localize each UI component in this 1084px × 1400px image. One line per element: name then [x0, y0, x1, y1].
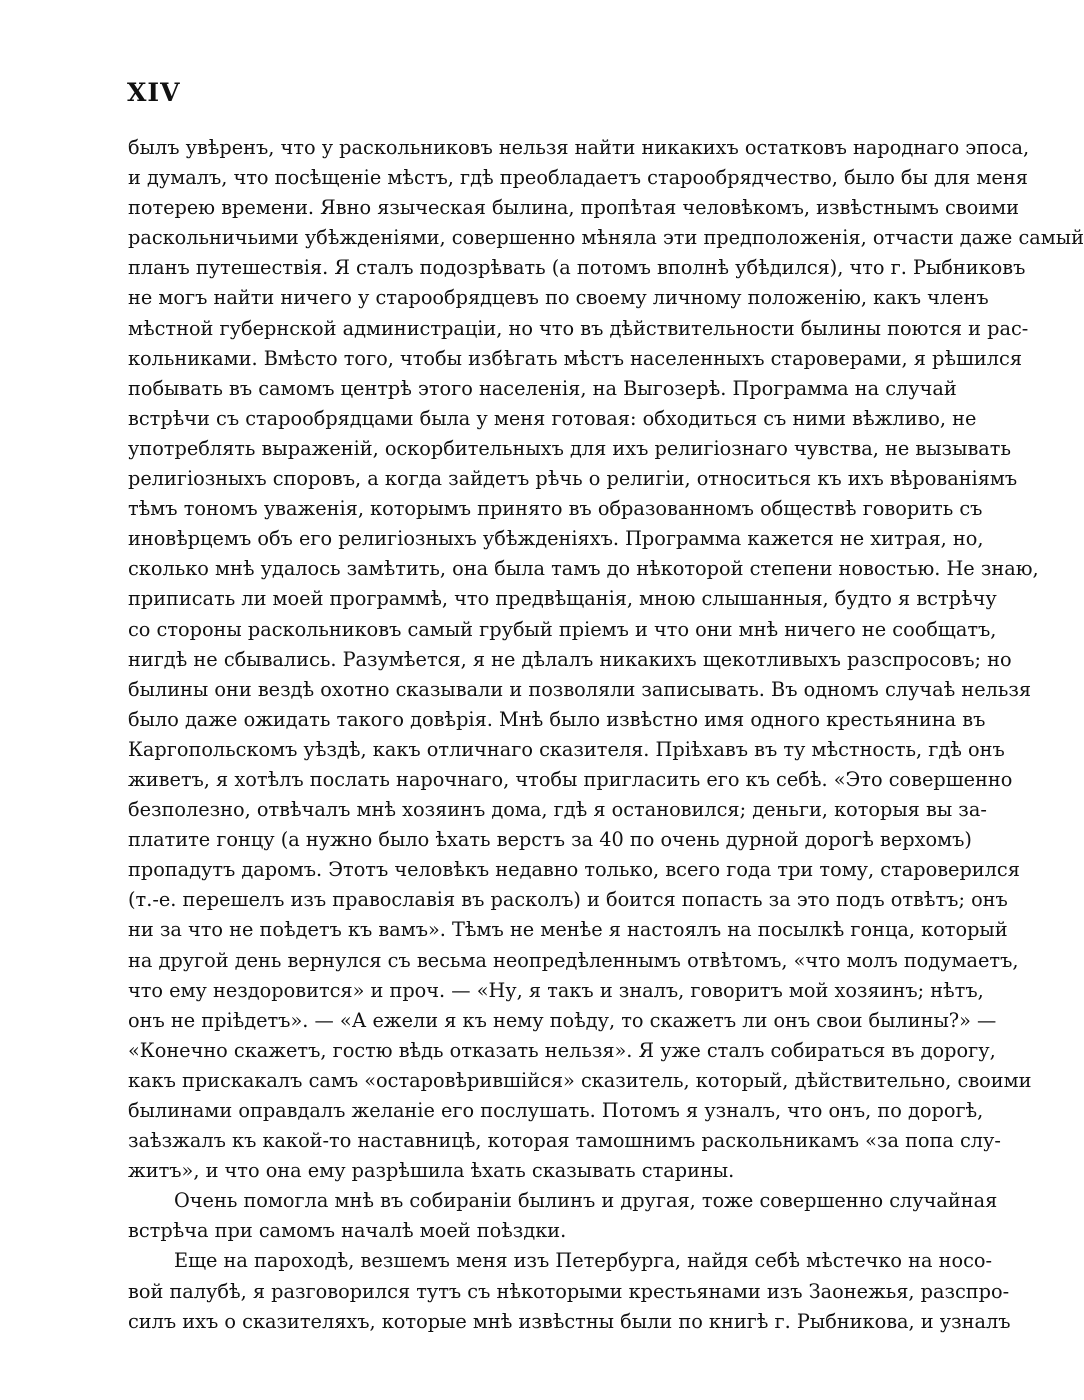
text-line: живетъ, я хотѣлъ послать нарочнаго, чтобы пригласить его къ себѣ. «Это совершенно — [128, 767, 1013, 791]
text-line: что ему нездоровится» и проч. — «Ну, я такъ и зналъ, говоритъ мой хозяинъ; нѣтъ, — [128, 978, 984, 1002]
text-line: Очень помогла мнѣ въ собираніи былинъ и другая, тоже совершенно случайная — [174, 1189, 998, 1213]
text-line: вой палубѣ, я разговорился тутъ съ нѣкоторыми крестьянами изъ Заонежья, разспро- — [128, 1279, 1010, 1303]
text-line: со стороны раскольниковъ самый грубый пріемъ и что они мнѣ ничего не сообщатъ, — [128, 617, 997, 641]
text-line: житъ», и что она ему разрѣшила ѣхать сказывать старины. — [128, 1159, 735, 1183]
text-line: потерею времени. Явно языческая былина, пропѣтая человѣкомъ, извѣстнымъ своими — [128, 196, 1019, 220]
text-line: былины они вездѣ охотно сказывали и позволяли записывать. Въ одномъ случаѣ нельзя — [128, 677, 1032, 701]
text-line: силъ ихъ о сказителяхъ, которые мнѣ извѣстны были по книгѣ г. Рыбникова, и узналъ — [128, 1309, 1011, 1333]
text-body — [128, 133, 1084, 1337]
paragraph — [128, 1186, 998, 1246]
text-line: планъ путешествія. Я сталъ подозрѣвать (а потомъ вполнѣ убѣдился), что г. Рыбниковъ — [128, 256, 1026, 280]
text-line: онъ не пріѣдетъ». — «А ежели я къ нему поѣду, то скажетъ ли онъ свои былины?» — — [128, 1008, 997, 1032]
text-line: (т.-е. перешелъ изъ православія въ расколъ) и боится попасть за это подъ отвѣтъ; онъ — [128, 888, 1008, 912]
text-line: «Конечно скажетъ, гостю вѣдь отказать нельзя». Я уже сталъ собираться въ дорогу, — [128, 1038, 996, 1062]
text-line: употреблять выраженій, оскорбительныхъ для ихъ религіознаго чувства, не вызывать — [128, 436, 1011, 460]
paragraph — [128, 1246, 1011, 1336]
text-line: платите гонцу (а нужно было ѣхать верстъ за 40 по очень дурной дорогѣ верхомъ) — [128, 828, 972, 852]
text-line: приписать ли моей программѣ, что предвѣщанія, мною слышанныя, будто я встрѣчу — [128, 587, 997, 611]
text-line: какъ прискакалъ самъ «остаровѣрившійся» сказитель, который, дѣйствительно, своими — [128, 1068, 1032, 1092]
text-line: на другой день вернулся съ весьма неопредѣленнымъ отвѣтомъ, «что молъ подумаетъ, — [128, 948, 1019, 972]
text-line: сколько мнѣ удалось замѣтить, она была тамъ до нѣкоторой степени новостью. Не знаю, — [128, 557, 1039, 581]
text-line: иновѣрцемъ объ его религіозныхъ убѣжденіяхъ. Программа кажется не хитрая, но, — [128, 527, 984, 551]
text-line: ни за что не поѣдетъ къ вамъ». Тѣмъ не менѣе я настоялъ на посылкѣ гонца, который — [128, 918, 1008, 942]
text-line: пропадутъ даромъ. Этотъ человѣкъ недавно только, всего года три тому, староверился — [128, 858, 1020, 882]
text-line: безполезно, отвѣчалъ мнѣ хозяинъ дома, гдѣ я остановился; деньги, которыя вы за- — [128, 798, 987, 822]
text-line: религіозныхъ споровъ, а когда зайдетъ рѣчь о религіи, относиться къ ихъ вѣрованіямъ — [128, 467, 1018, 491]
text-line: мѣстной губернской администраціи, но что въ дѣйствительности былины поются и рас- — [128, 316, 1029, 340]
text-line: не могъ найти ничего у старообрядцевъ по своему личному положенію, какъ членъ — [128, 286, 989, 310]
text-line: Каргопольскомъ уѣздѣ, какъ отличнаго сказителя. Пріѣхавъ въ ту мѣстность, гдѣ онъ — [128, 737, 1005, 761]
text-line: былинами оправдалъ желаніе его послушать. Потомъ я узналъ, что онъ, по дорогѣ, — [128, 1099, 984, 1122]
text-line: кольниками. Вмѣсто того, чтобы избѣгать мѣстъ населенныхъ староверами, я рѣшился — [128, 346, 1022, 370]
text-line: нигдѣ не сбывались. Разумѣется, я не дѣлалъ никакихъ щекотливыхъ разспросовъ; но — [128, 647, 1012, 671]
text-line: и думалъ, что посѣщеніе мѣстъ, гдѣ преобладаетъ старообрядчество, было бы для меня — [128, 166, 1028, 190]
text-line: тѣмъ тономъ уваженія, которымъ принято въ образованномъ обществѣ говорить съ — [128, 497, 983, 521]
text-line: было даже ожидать такого довѣрія. Мнѣ было извѣстно имя одного крестьянина въ — [128, 707, 986, 731]
text-line: встрѣчи съ старообрядцами была у меня готовая: обходиться съ ними вѣжливо, не — [128, 406, 977, 430]
text-line: заѣзжалъ къ какой-то наставницѣ, которая тамошнимъ раскольникамъ «за попа слу- — [128, 1129, 1001, 1153]
text-line: былъ увѣренъ, что у раскольниковъ нельзя найти никакихъ остатковъ народнаго эпоса, — [128, 136, 1030, 159]
text-line: Еще на пароходѣ, везшемъ меня изъ Петербурга, найдя себѣ мѣстечко на носо- — [174, 1249, 993, 1273]
page-number: XIV — [127, 78, 181, 107]
text-line: раскольничьими убѣжденіями, совершенно мѣняла эти предположенія, отчасти даже самый — [128, 226, 1084, 250]
text-line: побывать въ самомъ центрѣ этого населенія, на Выгозерѣ. Программа на случай — [128, 376, 957, 400]
text-line: встрѣча при самомъ началѣ моей поѣздки. — [128, 1219, 567, 1243]
paragraph — [128, 133, 1084, 1186]
